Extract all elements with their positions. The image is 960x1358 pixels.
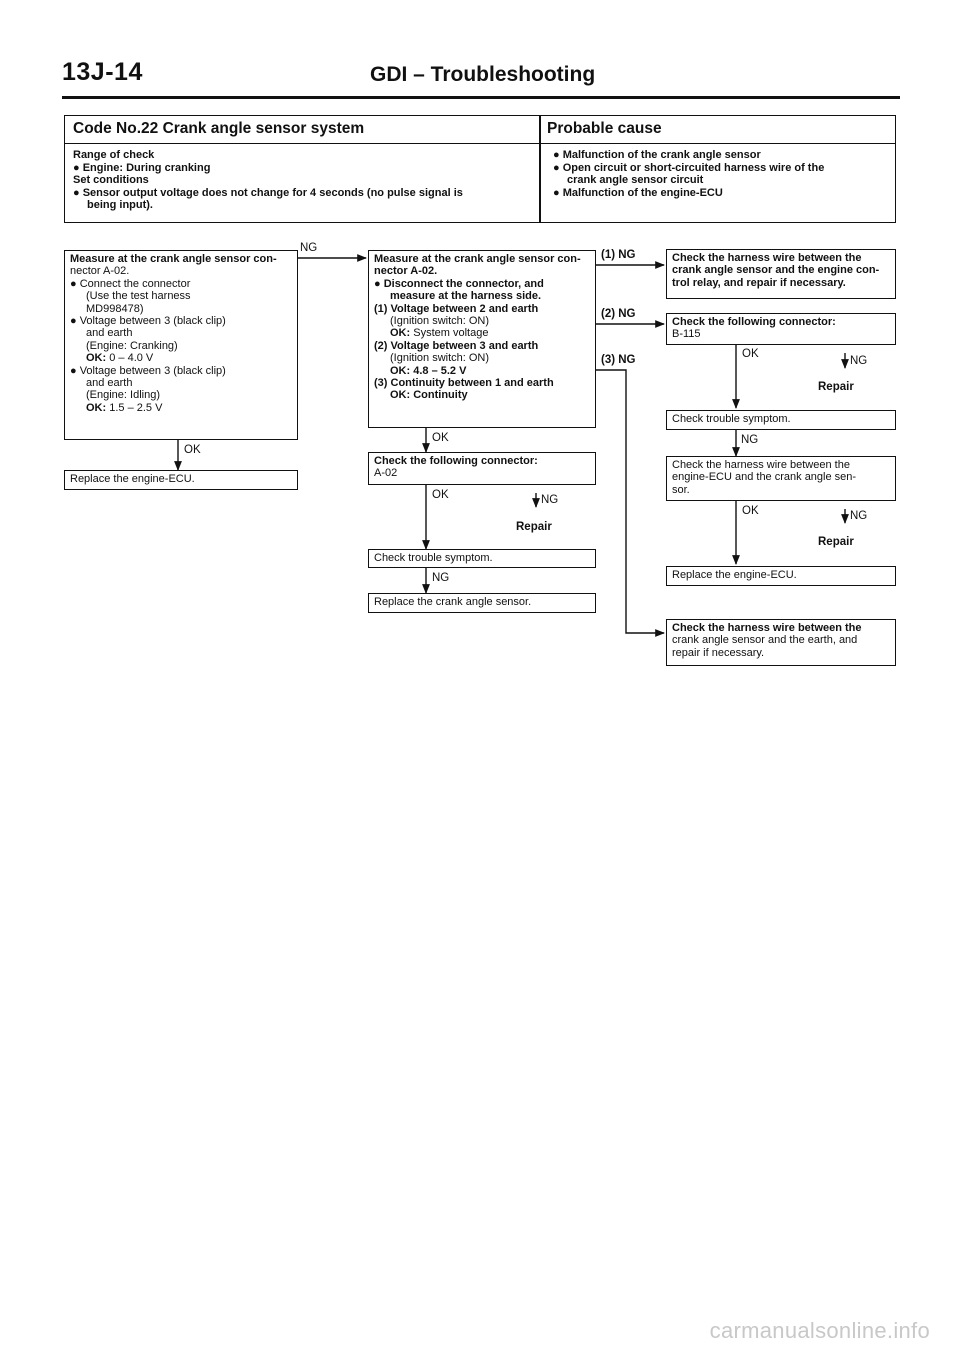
- box1-line: and earth: [86, 327, 133, 340]
- check-harness-ecu-box: [666, 456, 896, 501]
- check-line: ● Engine: During cranking: [73, 161, 211, 174]
- ng-2-label: (2) NG: [601, 308, 636, 320]
- measure-disconnected-box: [368, 250, 596, 428]
- box1-line: MD998478): [86, 302, 144, 315]
- ng-3-label: (3) NG: [601, 354, 636, 366]
- box1-line: ● Voltage between 3 (black clip): [70, 364, 226, 377]
- ng-label: NG: [432, 572, 450, 584]
- repair-label: Repair: [818, 381, 854, 393]
- box1-line: (Use the test harness: [86, 290, 191, 303]
- replace-engine-ecu-box: Replace the engine-ECU.: [666, 566, 896, 586]
- box2-line: nector A-02.: [374, 265, 438, 278]
- ng-1-label: (1) NG: [601, 249, 636, 261]
- box2-line: (Ignition switch: ON): [390, 315, 490, 328]
- ok-label: OK: [742, 348, 759, 360]
- box2-line: (2) Voltage between 3 and earth: [374, 339, 539, 352]
- box1-line: (Engine: Idling): [86, 389, 160, 402]
- box2-line: (3) Continuity between 1 and earth: [374, 377, 554, 390]
- ng-label: NG: [850, 355, 868, 367]
- cause-line: ● Malfunction of the crank angle sensor: [553, 149, 761, 161]
- check-line: ● Sensor output voltage does not change for 4 seconds (no pulse signal is: [73, 186, 463, 199]
- box-line: crank angle sensor and the engine con-: [672, 264, 880, 277]
- check-connector-a02-box: [368, 452, 596, 485]
- box2-line: Continuity: [413, 389, 468, 402]
- measure-connected-box: [64, 250, 298, 440]
- box2-line: 4.8 – 5.2 V: [413, 364, 467, 377]
- box2-line: System voltage: [413, 327, 489, 340]
- box2-line: measure at the harness side.: [390, 290, 542, 303]
- box1-line: (Engine: Cranking): [86, 339, 178, 352]
- ok-label: OK:: [390, 327, 411, 340]
- ok-label: OK: [742, 505, 759, 517]
- box2-line: Measure at the crank angle sensor con-: [374, 253, 581, 265]
- box1-line: 1.5 – 2.5 V: [109, 401, 163, 414]
- box-line: sor.: [672, 483, 690, 496]
- box-line: engine-ECU and the crank angle sen-: [672, 471, 857, 484]
- box2-line: (1) Voltage between 2 and earth: [374, 302, 539, 315]
- check-line: Range of check: [73, 149, 155, 161]
- watermark: carmanualsonline.info: [709, 1318, 930, 1343]
- repair-label: Repair: [818, 536, 854, 548]
- ng-label: NG: [741, 434, 759, 446]
- box1-line: ● Connect the connector: [70, 277, 191, 290]
- box2-line: ● Disconnect the connector, and: [374, 277, 544, 290]
- ok-label: OK:: [390, 389, 411, 402]
- box2-line: (Ignition switch: ON): [390, 352, 490, 365]
- check-trouble-symptom-box: Check trouble symptom.: [368, 549, 596, 568]
- box1-line: nector A-02.: [70, 265, 130, 278]
- ok-label: OK: [432, 432, 449, 444]
- check-connector-b115-box: [666, 313, 896, 345]
- replace-engine-ecu-box: Replace the engine-ECU.: [64, 470, 298, 490]
- code-title: Code No.22 Crank angle sensor system: [73, 120, 365, 137]
- cause-line: ● Malfunction of the engine-ECU: [553, 186, 723, 199]
- box-line: B-115: [672, 328, 701, 341]
- box-line: Check the following connector:: [374, 455, 538, 467]
- box-line: Check the harness wire between the: [672, 622, 862, 634]
- box-line: Check the following connector:: [672, 316, 836, 328]
- box-line: trol relay, and repair if necessary.: [672, 276, 846, 289]
- box-line: A-02: [374, 467, 398, 480]
- replace-crank-sensor-box: Replace the crank angle sensor.: [368, 593, 596, 613]
- ng-label: NG: [850, 510, 868, 522]
- check-harness-relay-box: [666, 249, 896, 299]
- box-line: Check the harness wire between the: [672, 459, 850, 471]
- check-trouble-symptom-box: Check trouble symptom.: [666, 410, 896, 430]
- page-title: GDI – Troubleshooting: [370, 63, 596, 86]
- box-line: Check the harness wire between the: [672, 252, 862, 264]
- box-line: crank angle sensor and the earth, and: [672, 634, 858, 647]
- ok-label: OK: [432, 489, 449, 501]
- ng-label: NG: [541, 494, 559, 506]
- box-line: repair if necessary.: [672, 646, 765, 659]
- ng-label: NG: [300, 242, 318, 254]
- check-harness-earth-box: [666, 619, 896, 666]
- ok-label: OK: [184, 444, 201, 456]
- check-line: Set conditions: [73, 174, 149, 186]
- box1-line: 0 – 4.0 V: [109, 352, 154, 365]
- probable-cause-title: Probable cause: [547, 120, 662, 137]
- ok-label: OK:: [390, 364, 411, 377]
- ok-label: OK:: [86, 352, 107, 365]
- check-line: being input).: [87, 199, 153, 211]
- repair-label: Repair: [516, 521, 552, 533]
- box1-line: Measure at the crank angle sensor con-: [70, 253, 277, 265]
- cause-line: crank angle sensor circuit: [567, 174, 704, 186]
- box1-line: and earth: [86, 377, 133, 390]
- box1-line: ● Voltage between 3 (black clip): [70, 315, 226, 328]
- cause-line: ● Open circuit or short-circuited harness wire of the: [553, 161, 825, 174]
- page-number: 13J-14: [62, 58, 143, 86]
- ok-label: OK:: [86, 401, 107, 414]
